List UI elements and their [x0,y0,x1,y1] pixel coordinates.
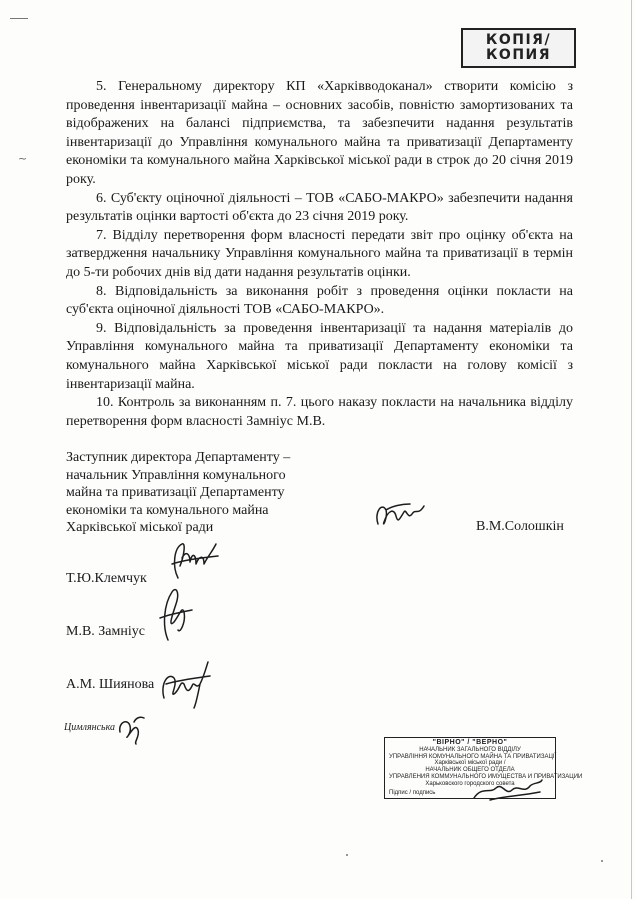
signatory-title-line: начальник Управління комунального [66,467,286,483]
paragraph-9: 9. Відповідальність за проведення інвентаризації та надання матеріалів до Управління комунального майна та приватизації Департаменту економіки та комунального майна Харківської міської ради покласти на голову комісії з інвентаризації майна. [66,320,573,392]
scan-speck [10,18,28,19]
signatory-title-line: майна та приватизації Департаменту [66,485,285,500]
stamp-line: Харьковского городского совета [425,780,515,787]
approver-signature-3 [156,654,216,710]
approver-signature-2 [154,582,196,644]
stamp-heading: "ВІРНО" / "ВЕРНО" [432,739,508,746]
stamp-line: НАЧАЛЬНИК ЗАГАЛЬНОГО ВІДДІЛУ [419,746,521,753]
scan-speck [601,860,603,862]
signatory-title-line: економіки та комунального майна [66,502,269,518]
stamp-line: УПРАВЛІННЯ КОМУНАЛЬНОГО МАЙНА ТА ПРИВАТИЗАЦІЇ [389,753,557,760]
paragraph-8: 8. Відповідальність за виконання робіт з проведення оцінки покласти на суб'єкта оціночної діяльності ТОВ «САБО-МАКРО». [66,283,573,318]
executor-signature [114,712,148,746]
signatory-title-line: Заступник директора Департаменту – [66,450,291,465]
stamp-line: НАЧАЛЬНИК ОБЩЕГО ОТДЕЛА [425,767,515,774]
stamp-line: Харківської міської ради / [434,760,506,767]
signatory-title [66,449,326,537]
executor-name: Цимлянська [64,722,115,733]
signatory-title-line: Харківської міської ради [66,520,214,535]
scan-speck [346,854,348,856]
paragraph-5: 5. Генеральному директору КП «Харківводоканал» створити комісію з проведення інвентаризації майна – основних засобів, повністю замортизованих та відображених на балансі підприємства, та забезпечити надання результатів інвентаризації до Управління комунального майна та приватизації Департаменту економіки та комунального майна Харківської міської ради в строк до 20 січня 2019 року. [66,79,573,187]
approver-name-3: А.М. Шиянова [66,677,155,692]
margin-mark: ~ [18,152,28,165]
copy-stamp-line-2: КОПИЯ [485,47,552,63]
copy-stamp [461,28,576,68]
stamp-line: УПРАВЛЕНИЯ КОММУНАЛЬНОГО ИМУЩЕСТВА И ПРИВАТИЗАЦИИ [389,773,583,780]
page-edge [631,0,632,899]
approver-signature-1 [160,538,224,586]
signatory-signature [372,494,436,536]
paragraph-6: 6. Суб'єкту оціночної діяльності – ТОВ «САБО-МАКРО» забезпечити надання результатів оцінки вартості об'єкта до 23 січня 2019 року. [66,190,573,225]
signatory-name: В.М.Солошкін [476,519,564,534]
copy-stamp-line-1: КОПІЯ/ [485,32,552,48]
paragraph-7: 7. Відділу перетворення форм власності передати звіт про оцінку об'єкта на затвердження начальнику Управління комунального майна та приватизації в термін до 5-ти робочих днів від дати надання результатів оцінки. [66,227,573,280]
order-body [66,78,573,431]
paragraph-10: 10. Контроль за виконанням п. 7. цього наказу покласти на начальника відділу перетворення форм власності Замніус М.В. [66,395,573,429]
stamp-footer: Підпис / подпись [389,789,436,796]
approver-name-2: М.В. Замніус [66,624,145,639]
certifier-signature [470,776,546,806]
approver-name-1: Т.Ю.Клемчук [66,571,147,586]
